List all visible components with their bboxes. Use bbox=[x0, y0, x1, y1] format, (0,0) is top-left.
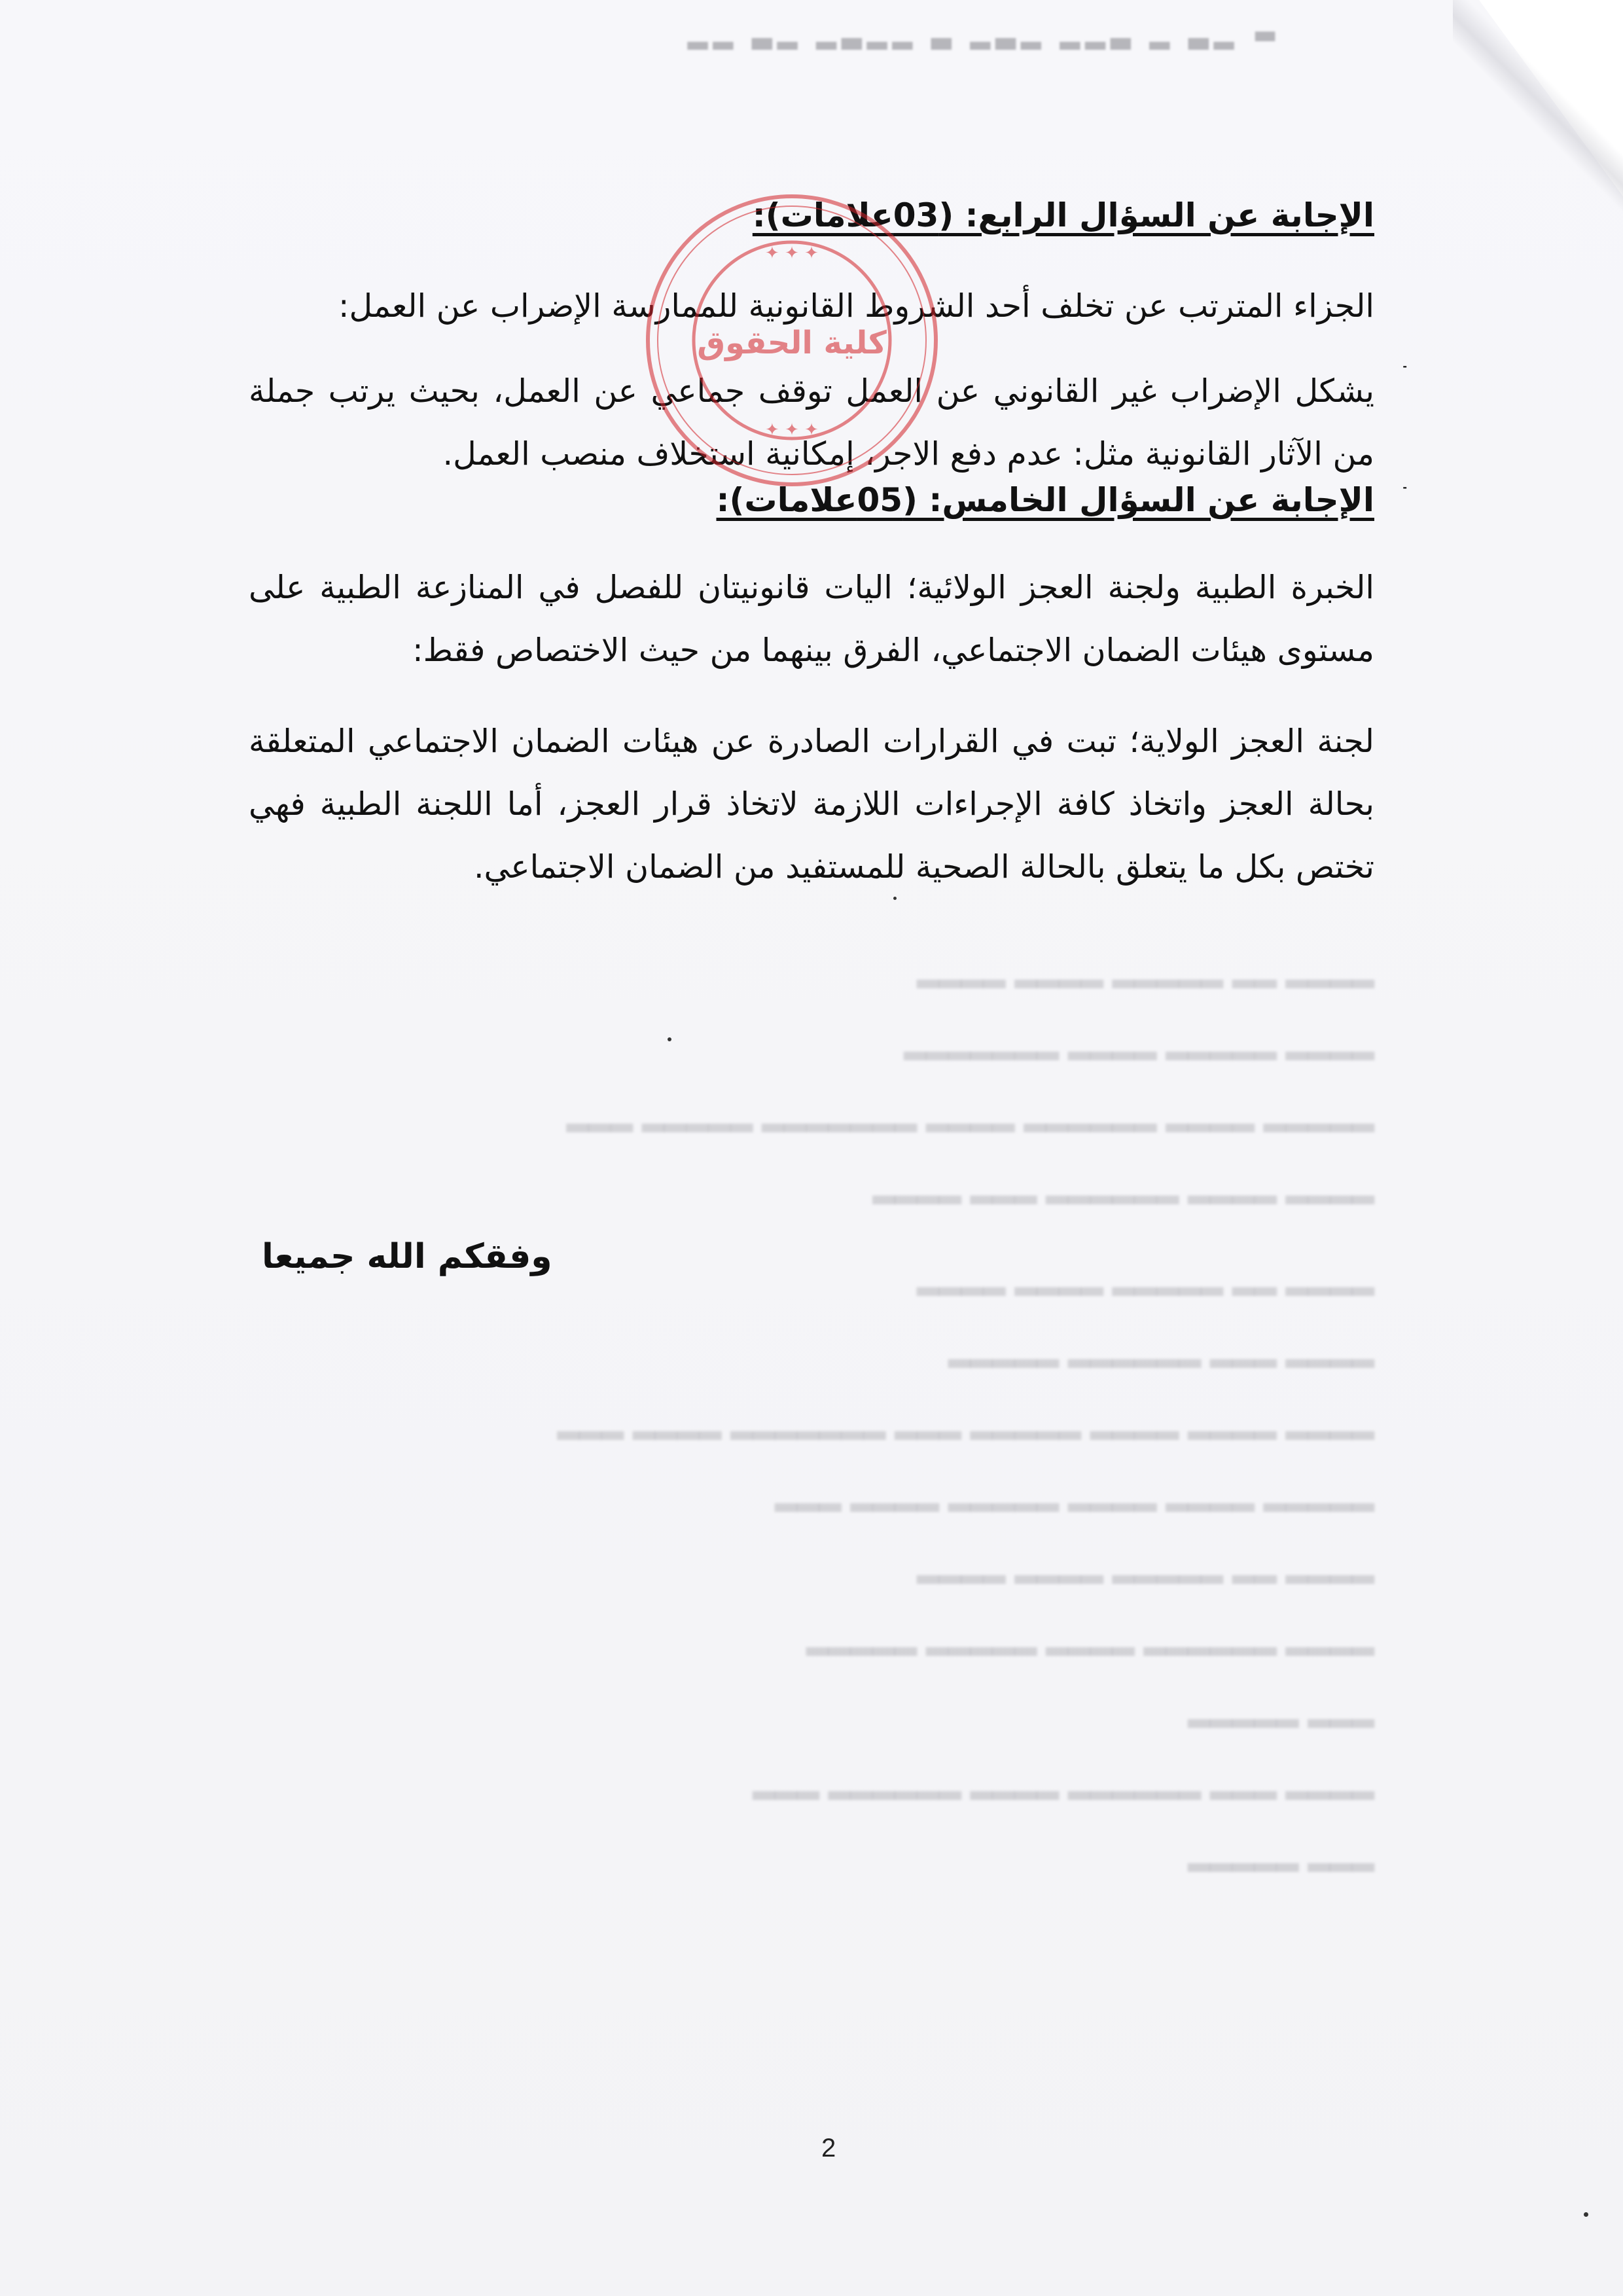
bullet-dash: - bbox=[1402, 481, 1407, 493]
q5-para1: الخبرة الطبية ولجنة العجز الولائية؛ اليات قانونيتان للفصل في المنازعة الطبية على مستوى هيئات الضمان الاجتماعي، الفرق بينهما من حيث الاختصاص فقط: bbox=[249, 569, 1374, 669]
stamp-ring-glyphs-bottom: ✦ ✦ ✦ bbox=[765, 420, 819, 440]
bullet-dash: - bbox=[1402, 360, 1407, 372]
q4-bullet-text: يشكل الإضراب غير القانوني عن العمل توقف جماعي عن العمل، بحيث يرتب جملة من الآثار القانونية مثل: عدم دفع الاجر، إمكانية استخلاف منصب العمل. bbox=[249, 372, 1374, 473]
speck bbox=[668, 1037, 671, 1041]
q5-heading: الإجابة عن السؤال الخامس: (05علامات): bbox=[716, 481, 1374, 519]
fold-shadow bbox=[1453, 0, 1623, 216]
closing-wish: وفقكم الله جميعا bbox=[262, 1237, 552, 1276]
speck bbox=[1584, 2212, 1588, 2217]
speck bbox=[893, 897, 897, 900]
page-number: 2 bbox=[821, 2134, 836, 2162]
stamp-text: كلية الحقوق bbox=[697, 325, 887, 361]
q5-para2: لجنة العجز الولاية؛ تبت في القرارات الصادرة عن هيئات الضمان الاجتماعي المتعلقة بحالة العجز واتخاذ كافة الإجراءات اللازمة لاتخاذ قرار العجز، أما اللجنة الطبية فهي تختص بكل ما يتعلق بالحالة الصحية للمستفيد من الضمان الاجتماعي. bbox=[249, 723, 1374, 886]
bleed-through-block-2: ▂▂▂▂ ▂▂ ▂▂▂▂▂ ▂▂▂▂ ▂▂▂▂ ▂▂▂▂ ▂▂▂ ▂▂▂▂▂▂ ▂▂▂▂▂ ▂▂▂▂ ▂▂▂▂ ▂▂▂▂ ▂▂▂▂▂ ▂▂▂ ▂▂▂▂▂▂▂ ▂▂▂▂ ▂▂▂ ▂▂▂▂▂ ▂▂▂▂ ▂▂▂▂ ▂▂▂▂▂ ▂▂▂▂ ▂▂▂ ▂▂▂▂ ▂▂ ▂▂▂▂▂ ▂▂▂▂ ▂▂▂▂ ▂▂▂▂ ▂▂▂▂▂▂ ▂▂▂▂ ▂▂▂▂▂ ▂▂▂▂▂ ▂▂▂ ▂▂▂▂▂ ▂▂▂▂ ▂▂▂ ▂▂▂▂▂▂ ▂▂▂▂ ▂▂▂▂▂▂ ▂▂▂ ▂▂▂ ▂▂▂▂▂ bbox=[557, 1263, 1374, 1872]
bleed-through-block: ▂▂▂▂ ▂▂ ▂▂▂▂▂ ▂▂▂▂ ▂▂▂▂ ▂▂▂▂ ▂▂▂▂▂ ▂▂▂▂ ▂▂▂▂▂▂▂ ▂▂▂▂▂ ▂▂▂▂ ▂▂▂▂▂▂ ▂▂▂▂ ▂▂▂▂▂▂▂ ▂▂▂▂▂ ▂▂▂ ▂▂▂▂ ▂▂▂▂ ▂▂▂▂▂▂ ▂▂▂ ▂▂▂▂ bbox=[566, 955, 1374, 1204]
q5-para2-block bbox=[249, 710, 1374, 899]
q5-para1-block bbox=[249, 556, 1374, 682]
q4-intro: الجزاء المترتب عن تخلف أحد الشروط القانونية للممارسة الإضراب عن العمل: bbox=[338, 287, 1374, 325]
q4-heading: الإجابة عن السؤال الرابع: (03علامات): bbox=[752, 196, 1374, 234]
bleed-through-text: ▬ ▂▃ ▂ ▃▂▂ ▂▃▂ ▃ ▂▂▃▂ ▂▃ ▂▂ bbox=[687, 20, 1283, 50]
university-stamp bbox=[638, 187, 946, 494]
stamp-ring-glyphs: ✦ ✦ ✦ bbox=[765, 243, 819, 263]
